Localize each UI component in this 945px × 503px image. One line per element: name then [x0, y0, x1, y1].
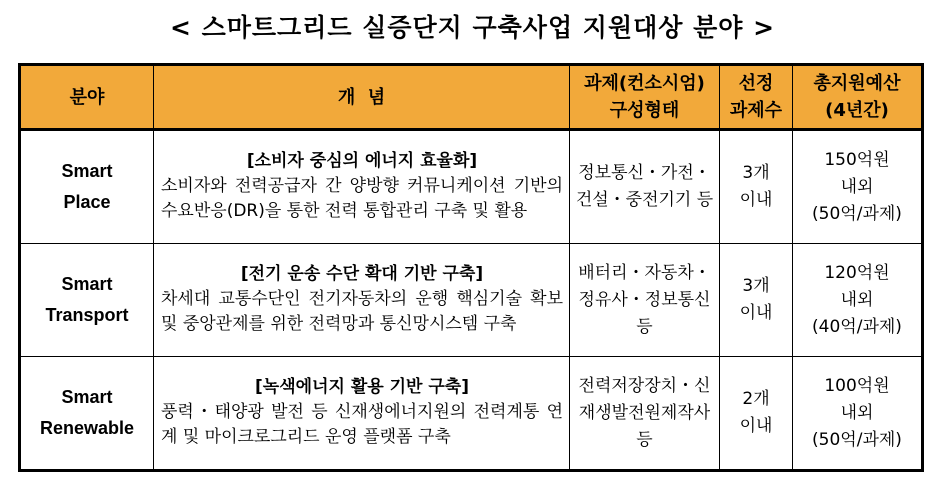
- header-type-line2: 구성형태: [609, 100, 680, 121]
- field-line1: Smart: [61, 274, 113, 294]
- concept-cell: [154, 130, 570, 244]
- type-cell: [570, 130, 720, 244]
- field-line1: Smart: [61, 161, 113, 181]
- count-cell: [720, 244, 793, 357]
- header-field-label: 분야: [69, 86, 105, 108]
- count-cell: [720, 130, 793, 244]
- header-concept: [154, 65, 570, 130]
- concept-text: 소비자와 전력공급자 간 양방향 커뮤니케이션 기반의 수요반응(DR)을 통한 전력 통합관리 구축 및 활용: [161, 175, 563, 221]
- field-cell: [20, 244, 154, 357]
- header-count-line1: 선정: [738, 73, 774, 94]
- type-text: 정보통신・가전・건설・중전기기 등: [575, 163, 714, 210]
- table-row: [20, 244, 923, 357]
- concept-text: 풍력・태양광 발전 등 신재생에너지원의 전력계통 연계 및 마이크로그리드 운영 플랫폼 구축: [161, 401, 563, 447]
- header-budget-line2: (4년간): [825, 100, 889, 121]
- budget-line2: 내외: [840, 289, 874, 310]
- budget-cell: [793, 130, 923, 244]
- type-text: 전력저장장치・신재생발전원제작사 등: [578, 375, 711, 450]
- header-field: [20, 65, 154, 130]
- header-concept-label: 개 념: [337, 86, 386, 108]
- field-line2: Transport: [45, 305, 129, 325]
- concept-text: 차세대 교통수단인 전기자동차의 운행 핵심기술 확보 및 중앙관제를 위한 전력망과 통신망시스템 구축: [161, 288, 563, 334]
- header-budget-line1: 총지원예산: [813, 73, 901, 94]
- count-line2: 이내: [739, 303, 773, 323]
- count-line1: 3개: [742, 163, 770, 183]
- table-header-row: [20, 65, 923, 130]
- concept-title: [전기 운송 수단 확대 기반 구축]: [240, 263, 484, 284]
- header-type: [570, 65, 720, 130]
- budget-line1: 150억원: [824, 149, 890, 170]
- budget-line2: 내외: [840, 176, 874, 197]
- budget-line2: 내외: [840, 402, 874, 423]
- budget-line1: 100억원: [824, 375, 890, 396]
- budget-line1: 120억원: [824, 262, 890, 283]
- header-budget: [793, 65, 923, 130]
- header-count-line2: 과제수: [729, 100, 783, 121]
- count-line2: 이내: [739, 190, 773, 210]
- table-row: [20, 130, 923, 244]
- header-type-line1: 과제(컨소시엄): [584, 73, 705, 94]
- count-line1: 2개: [742, 389, 770, 409]
- budget-line3: (40억/과제): [812, 316, 902, 337]
- type-cell: [570, 244, 720, 357]
- field-line1: Smart: [61, 387, 113, 407]
- budget-cell: [793, 244, 923, 357]
- type-cell: [570, 357, 720, 471]
- field-cell: [20, 130, 154, 244]
- field-cell: [20, 357, 154, 471]
- count-cell: [720, 357, 793, 471]
- count-line2: 이내: [739, 416, 773, 436]
- field-line2: Renewable: [39, 418, 135, 438]
- concept-cell: [154, 357, 570, 471]
- budget-cell: [793, 357, 923, 471]
- table-row: [20, 357, 923, 471]
- concept-title: [소비자 중심의 에너지 효율화]: [246, 150, 478, 171]
- count-line1: 3개: [742, 276, 770, 296]
- type-text: 배터리・자동차・정유사・정보통신 등: [578, 262, 711, 337]
- field-line2: Place: [63, 192, 111, 212]
- concept-cell: [154, 244, 570, 357]
- header-count: [720, 65, 793, 130]
- budget-line3: (50억/과제): [812, 203, 902, 224]
- budget-line3: (50억/과제): [812, 429, 902, 450]
- document-title: < 스마트그리드 실증단지 구축사업 지원대상 분야 >: [169, 13, 776, 42]
- support-field-table: [18, 63, 924, 472]
- concept-title: [녹색에너지 활용 기반 구축]: [255, 376, 469, 397]
